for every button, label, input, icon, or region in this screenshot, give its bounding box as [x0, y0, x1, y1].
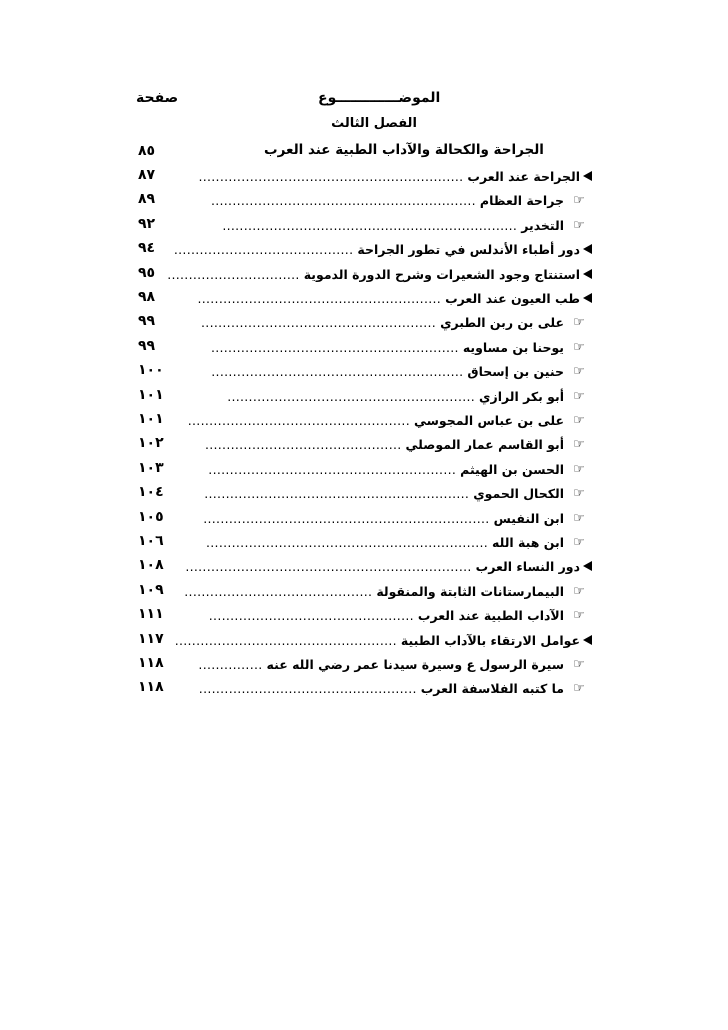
- entry-text: [222, 213, 596, 237]
- entry-title: استنتاج وجود الشعيرات وشرح الدورة الدموية: [303, 266, 580, 282]
- entry-text: [203, 506, 596, 530]
- page-number: ٩٩: [138, 338, 156, 354]
- leader-dots: ...............: [198, 656, 263, 672]
- pointing-hand-icon: ☞: [573, 656, 585, 672]
- pointing-hand-icon: ☞: [573, 583, 585, 599]
- leader-dots: ..........................................................: [210, 339, 459, 355]
- leader-dots: ..........................................................: [227, 388, 476, 404]
- entry-title: الآداب الطبية عند العرب: [417, 607, 564, 623]
- page-number: ٨٥: [138, 143, 156, 159]
- entry-text: [188, 408, 596, 432]
- leader-dots: ....................................................: [174, 632, 397, 648]
- page-number: ١٠٥: [138, 509, 164, 525]
- page-number: ١١٧: [138, 631, 164, 647]
- entry-text: [197, 286, 592, 310]
- leader-dots: ..........................................................: [208, 461, 457, 477]
- entry-text: [227, 384, 596, 408]
- pointing-hand-icon: ☞: [573, 510, 585, 526]
- leader-dots: ..............................................................: [204, 485, 470, 501]
- page-number: ١٠١: [138, 411, 164, 427]
- section-title: الجراحة والكحالة والآداب الطبية عند العرب: [264, 142, 544, 158]
- entry-title: يوحنا بن مساويه: [462, 339, 564, 355]
- entry-title: على بن ربن الطبري: [440, 314, 564, 330]
- leader-dots: ..............................................................: [210, 192, 476, 208]
- page-column-header: صفحة: [136, 90, 179, 106]
- toc-entry: [130, 310, 592, 334]
- entry-title: أبو القاسم عمار الموصلي: [405, 436, 564, 452]
- page-number: ٨٩: [138, 191, 156, 207]
- pointing-hand-icon: ☞: [573, 461, 585, 477]
- page-number: ١٠٩: [138, 582, 164, 598]
- toc-entry: [130, 213, 592, 237]
- leader-dots: ...............................: [167, 266, 300, 282]
- page-number: ١١٨: [138, 679, 164, 695]
- toc-entry: [130, 408, 592, 432]
- pointing-hand-icon: ☞: [573, 607, 585, 623]
- entry-text: [175, 628, 592, 652]
- entry-text: [185, 554, 592, 578]
- toc-entry: [130, 188, 592, 212]
- toc-entry: [130, 335, 592, 359]
- pointing-hand-icon: ☞: [573, 339, 585, 355]
- leader-dots: ...................................................: [198, 680, 417, 696]
- entry-title: عوامل الارتقاء بالآداب الطبية: [400, 632, 580, 648]
- leader-dots: ................................................: [208, 607, 414, 623]
- entry-title: طب العيون عند العرب: [445, 290, 580, 306]
- arrowhead-icon: [583, 561, 592, 571]
- chapter-title: الفصل الثالث: [331, 116, 417, 131]
- page-number: ٩٨: [138, 289, 156, 305]
- entry-text: [199, 676, 596, 700]
- pointing-hand-icon: ☞: [573, 388, 585, 404]
- entry-text: [205, 432, 596, 456]
- page-number: ١٠٠: [138, 362, 164, 378]
- pointing-hand-icon: ☞: [573, 485, 585, 501]
- toc-entry: [130, 359, 592, 383]
- toc-entry: [130, 628, 592, 652]
- leader-dots: .........................................................: [197, 290, 442, 306]
- entry-text: [211, 188, 596, 212]
- entry-title: ما كتبه الفلاسفة العرب: [420, 680, 564, 696]
- toc-entry: [130, 506, 592, 530]
- page-number: ١١١: [138, 606, 164, 622]
- toc-entry: [130, 676, 592, 700]
- entry-text: [167, 262, 592, 286]
- page-number: ٩٤: [138, 240, 156, 256]
- entry-title: أبو بكر الرازي: [479, 388, 564, 404]
- toc-entry: [130, 554, 592, 578]
- entry-text: [198, 164, 592, 188]
- pointing-hand-icon: ☞: [573, 217, 585, 233]
- pointing-hand-icon: ☞: [573, 534, 585, 550]
- entry-text: [184, 579, 596, 603]
- entry-title: دور أطباء الأندلس في تطور الجراحة: [357, 241, 580, 257]
- toc-entry: [130, 481, 592, 505]
- toc-entry: [130, 384, 592, 408]
- entry-title: حنين بن إسحاق: [467, 363, 564, 379]
- page-number: ٩٥: [138, 265, 156, 281]
- entry-text: [211, 359, 596, 383]
- toc-entry: [130, 237, 592, 261]
- leader-dots: ..............................................................: [198, 168, 464, 184]
- entry-text: [204, 481, 596, 505]
- leader-dots: ...................................................................: [185, 558, 472, 574]
- pointing-hand-icon: ☞: [573, 363, 585, 379]
- page-number: ١٠٤: [138, 484, 164, 500]
- toc-entry: [130, 603, 592, 627]
- pointing-hand-icon: ☞: [573, 314, 585, 330]
- leader-dots: ...................................................................: [203, 510, 490, 526]
- entry-title: على بن عباس المجوسي: [413, 412, 564, 428]
- pointing-hand-icon: ☞: [573, 680, 585, 696]
- entry-title: دور النساء العرب: [475, 558, 580, 574]
- entry-text: [209, 603, 596, 627]
- arrowhead-icon: [583, 171, 592, 181]
- leader-dots: ..........................................: [173, 241, 354, 257]
- arrowhead-icon: [583, 293, 592, 303]
- entry-text: [208, 457, 596, 481]
- entry-text: [211, 335, 596, 359]
- page-number: ٨٧: [138, 167, 156, 183]
- entry-title: سيرة الرسول ع وسيرة سيدنا عمر رضي الله عنه: [266, 656, 564, 672]
- subject-column-header: الموضـــــــــــــوع: [318, 90, 441, 106]
- entry-title: الجراحة عند العرب: [467, 168, 580, 184]
- entry-title: ابن النفيس: [493, 510, 564, 526]
- toc-entry: [130, 652, 592, 676]
- leader-dots: ............................................: [184, 583, 373, 599]
- leader-dots: ...........................................................: [211, 363, 464, 379]
- entry-title: جراحة العظام: [479, 192, 564, 208]
- arrowhead-icon: [583, 244, 592, 254]
- page-number: ٩٩: [138, 313, 156, 329]
- toc-entry: [130, 286, 592, 310]
- leader-dots: ....................................................: [187, 412, 410, 428]
- arrowhead-icon: [583, 269, 592, 279]
- toc-entry: [130, 164, 592, 188]
- page-number: ١٠١: [138, 387, 164, 403]
- leader-dots: .......................................................: [201, 314, 437, 330]
- pointing-hand-icon: ☞: [573, 192, 585, 208]
- toc-entry: [130, 530, 592, 554]
- entry-title: ابن هبة الله: [492, 534, 564, 550]
- page-number: ١٠٨: [138, 557, 164, 573]
- entry-text: [198, 652, 596, 676]
- pointing-hand-icon: ☞: [573, 436, 585, 452]
- entry-title: الكحال الحموي: [473, 485, 564, 501]
- entry-title: البيمارستانات الثابتة والمنقولة: [376, 583, 564, 599]
- toc-entry: [130, 432, 592, 456]
- entry-text: [174, 237, 592, 261]
- page-number: ١٠٢: [138, 435, 164, 451]
- leader-dots: .....................................................................: [222, 217, 518, 233]
- pointing-hand-icon: ☞: [573, 412, 585, 428]
- entry-title: التخدير: [521, 217, 564, 233]
- page-number: ١٠٣: [138, 460, 164, 476]
- entry-text: [201, 310, 596, 334]
- page-number: ١١٨: [138, 655, 164, 671]
- toc-entry: [130, 579, 592, 603]
- page-number: ٩٢: [138, 216, 156, 232]
- leader-dots: ..............................................: [204, 436, 402, 452]
- leader-dots: ..................................................................: [206, 534, 489, 550]
- arrowhead-icon: [583, 635, 592, 645]
- page-number: ١٠٦: [138, 533, 164, 549]
- entry-title: الحسن بن الهيثم: [460, 461, 564, 477]
- toc-entry: [130, 457, 592, 481]
- entry-text: [206, 530, 596, 554]
- toc-entry: [130, 262, 592, 286]
